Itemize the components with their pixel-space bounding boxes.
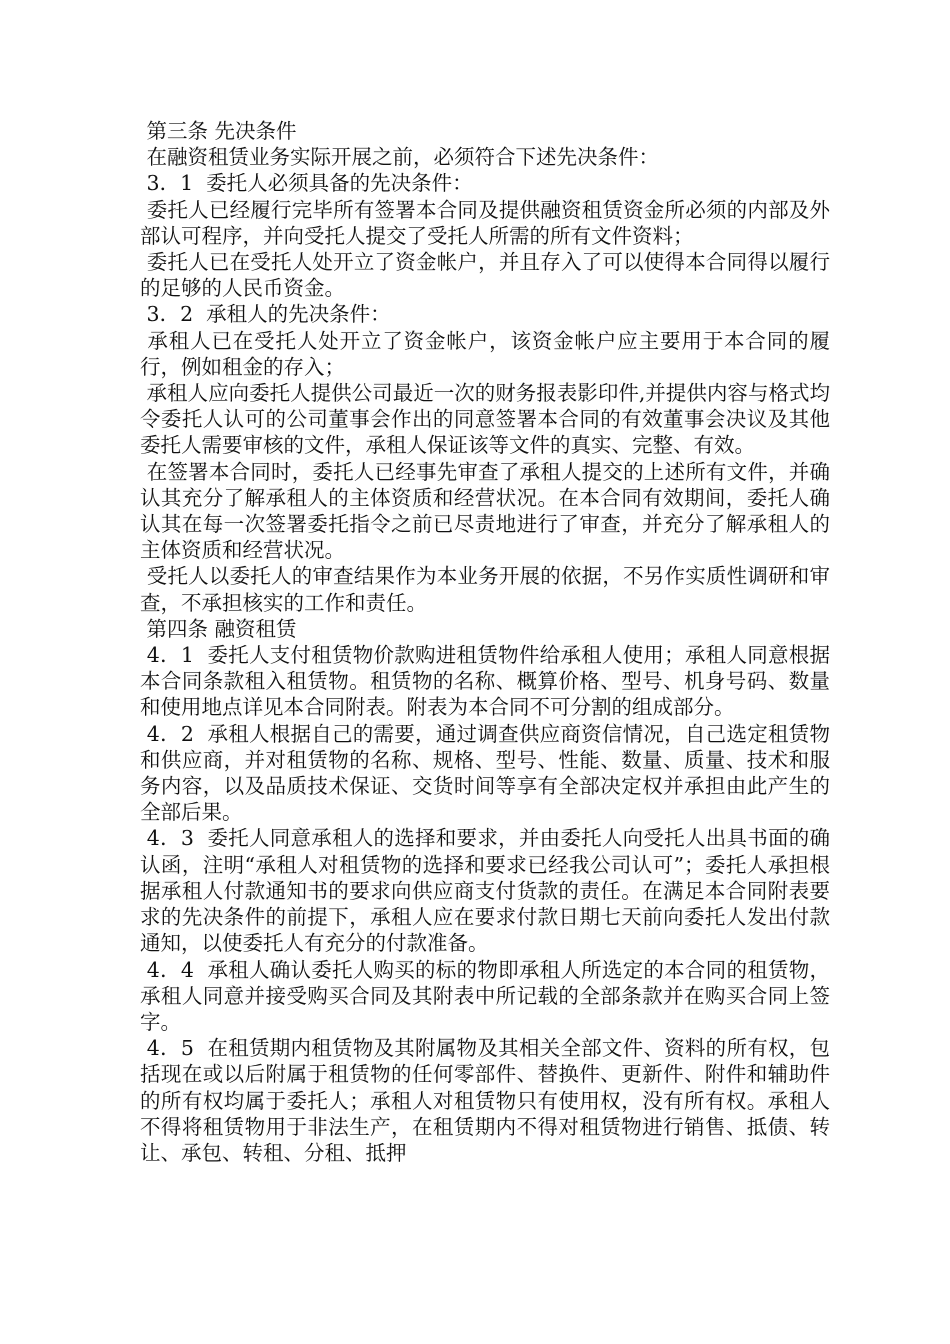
clause-3-2-heading: 3．2 承租人的先决条件： xyxy=(140,302,391,327)
clause-3-1-heading: 3．1 委托人必须具备的先决条件： xyxy=(140,171,473,196)
clause-4-5: 4．5 在租赁期内租赁物及其附属物及其相关全部文件、资料的所有权，包括现在或以后附属于租赁物的任何零部件、替换件、更新件、附件和辅助件的所有权均属于委托人；承租人对租赁物只有使用权，没有所有权。承租人不得将租赁物用于非法生产，在租赁期内不得对租赁物进行销售、抵债、转让、承包、转租、分租、抵押 xyxy=(140,1036,830,1165)
article-3-intro: 在融资租赁业务实际开展之前，必须符合下述先决条件： xyxy=(140,145,660,170)
article-4-heading: 第四条 融资租赁 xyxy=(140,616,297,641)
article-3-heading: 第三条 先决条件 xyxy=(140,119,297,143)
clause-3-2-item-1: 承租人已在受托人处开立了资金帐户，该资金帐户应主要用于本合同的履行，例如租金的存入； xyxy=(140,328,830,379)
clause-4-1: 4．1 委托人支付租赁物价款购进租赁物件给承租人使用；承租人同意根据本合同条款租入租赁物。租赁物的名称、概算价格、型号、机身号码、数量和使用地点详见本合同附表。附表为本合同不可分割的组成部分。 xyxy=(140,643,830,720)
clause-4-2: 4．2 承租人根据自己的需要，通过调查供应商资信情况，自己选定租赁物和供应商，并对租赁物的名称、规格、型号、性能、数量、质量、技术和服务内容，以及品质技术保证、交货时间等享有全部决定权并承担由此产生的全部后果。 xyxy=(140,721,830,825)
document-body xyxy=(140,118,830,1166)
clause-3-2-item-2: 承租人应向委托人提供公司最近一次的财务报表影印件,并提供内容与格式均令委托人认可的公司董事会作出的同意签署本合同的有效董事会决议及其他委托人需要审核的文件，承租人保证该等文件的真实、完整、有效。 xyxy=(140,381,830,458)
clause-3-trustee-paragraph: 受托人以委托人的审查结果作为本业务开展的依据，不另作实质性调研和审查，不承担核实的工作和责任。 xyxy=(140,564,830,615)
clause-3-review-paragraph: 在签署本合同时，委托人已经事先审查了承租人提交的上述所有文件，并确认其充分了解承租人的主体资质和经营状况。在本合同有效期间，委托人确认其在每一次签署委托指令之前已尽责地进行了审查，并充分了解承租人的主体资质和经营状况。 xyxy=(140,459,830,563)
clause-3-1-item-2: 委托人已在受托人处开立了资金帐户，并且存入了可以使得本合同得以履行的足够的人民币资金。 xyxy=(140,250,830,301)
clause-4-4: 4．4 承租人确认委托人购买的标的物即承租人所选定的本合同的租赁物，承租人同意并接受购买合同及其附表中所记载的全部条款并在购买合同上签字。 xyxy=(140,957,830,1034)
clause-3-1-item-1: 委托人已经履行完毕所有签署本合同及提供融资租赁资金所必须的内部及外部认可程序，并向受托人提交了受托人所需的所有文件资料； xyxy=(140,197,830,248)
clause-4-3: 4．3 委托人同意承租人的选择和要求，并由委托人向受托人出具书面的确认函，注明“承租人对租赁物的选择和要求已经我公司认可”；委托人承担根据承租人付款通知书的要求向供应商支付货款的责任。在满足本合同附表要求的先决条件的前提下，承租人应在要求付款日期七天前向委托人发出付款通知，以使委托人有充分的付款准备。 xyxy=(140,826,830,956)
